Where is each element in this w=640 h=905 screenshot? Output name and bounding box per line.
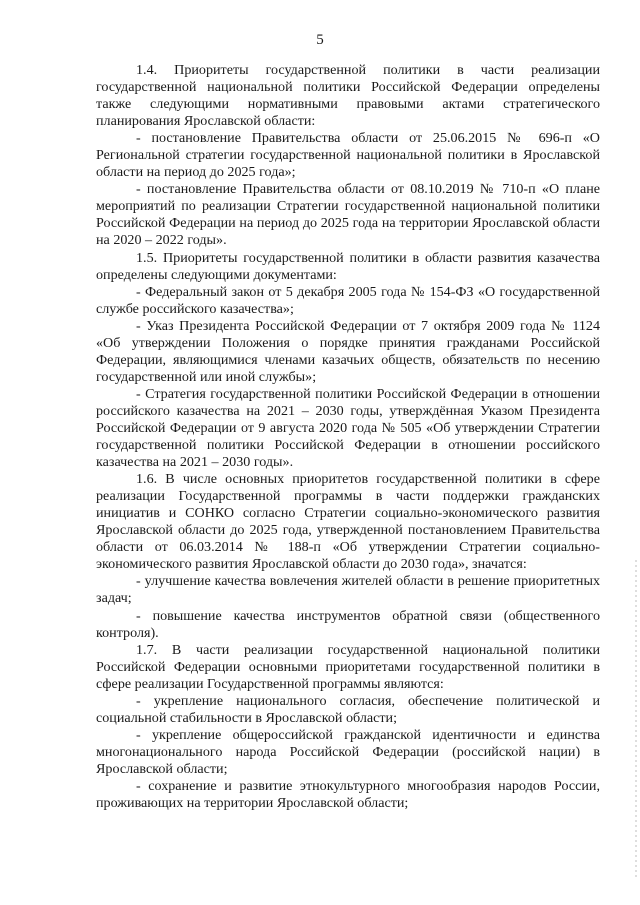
scan-edge-artifact bbox=[635, 560, 637, 880]
paragraph: - повышение качества инструментов обратной связи (общественного контроля). bbox=[96, 607, 600, 641]
page-number: 5 bbox=[316, 32, 324, 48]
paragraph: - улучшение качества вовлечения жителей области в решение приоритетных задач; bbox=[96, 573, 600, 607]
paragraph: - Указ Президента Российской Федерации от 7 октября 2009 года № 1124 «Об утверждении Положения о порядке принятия гражданами Российской Федерации, являющимися членами казачьих обществ, обязательств по несению государственной или иной службы»; bbox=[96, 317, 600, 385]
paragraph: 1.5. Приоритеты государственной политики в области развития казачества определены следующими документами: bbox=[96, 249, 600, 283]
paragraph: 1.6. В числе основных приоритетов государственной политики в сфере реализации Государственной программы в части поддержки гражданских инициатив и СОНКО согласно Стратегии социально-экономического развития Ярославской области до 2025 года, утвержденной постановлением Правительства области от 06.03.2014 № 188-п «Об утверждении Стратегии социально-экономического развития Ярославской области до 2030 года», значатся: bbox=[96, 471, 600, 573]
paragraph: - постановление Правительства области от 08.10.2019 № 710-п «О плане мероприятий по реализации Стратегии государственной национальной политики Российской Федерации на период до 2025 года на территории Ярославской области на 2020 – 2022 годы». bbox=[96, 181, 600, 249]
paragraph: 1.4. Приоритеты государственной политики в части реализации государственной национальной политики Российской Федерации определены также следующими нормативными правовыми актами стратегического планирования Ярославской области: bbox=[96, 62, 600, 130]
paragraph: 1.7. В части реализации государственной национальной политики Российской Федерации основными приоритетами государственной политики в сфере реализации Государственной программы являются: bbox=[96, 641, 600, 692]
paragraph: - сохранение и развитие этнокультурного многообразия народов России, проживающих на территории Ярославской области; bbox=[96, 777, 600, 812]
paragraph: - Федеральный закон от 5 декабря 2005 года № 154-ФЗ «О государственной службе российского казачества»; bbox=[96, 283, 600, 317]
paragraph: - Стратегия государственной политики Российской Федерации в отношении российского казачества на 2021 – 2030 годы, утверждённая Указом Президента Российской Федерации от 9 августа 2020 года № 505 «Об утверждении Стратегии государственной политики Российской Федерации в отношении российского казачества на 2021 – 2030 годы». bbox=[96, 385, 600, 471]
paragraph: - укрепление национального согласия, обеспечение политической и социальной стабильности в Ярославской области; bbox=[96, 692, 600, 726]
paragraph: - постановление Правительства области от 25.06.2015 № 696-п «О Региональной стратегии государственной национальной политики в Ярославской области на период до 2025 года»; bbox=[96, 130, 600, 181]
paragraph: - укрепление общероссийской гражданской идентичности и единства многонационального народа Российской Федерации (российской нации) в Ярославской области; bbox=[96, 726, 600, 777]
document-body bbox=[96, 62, 600, 812]
